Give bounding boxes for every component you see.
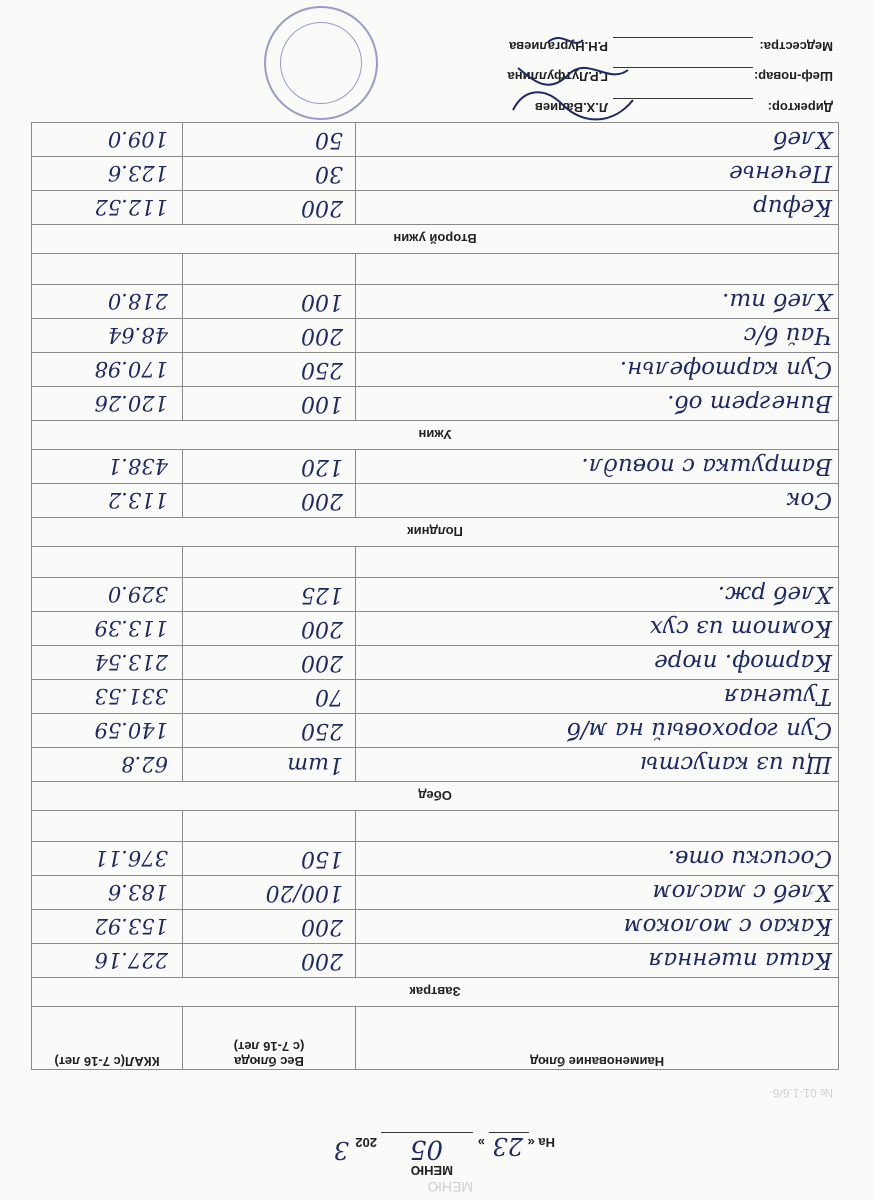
menu-table (31, 122, 839, 1070)
menu-item-row (32, 714, 839, 748)
dish-kcal: 331.53 (32, 680, 183, 714)
bleed-through-text: № 01-1.6/6· (768, 1086, 833, 1100)
dish-weight: 250 (183, 714, 356, 748)
menu-item-row (32, 944, 839, 978)
chef-label: Шеф-повар: (753, 69, 833, 84)
blank-row (32, 811, 839, 842)
date-day: 23 (492, 1132, 523, 1160)
dish-weight: 30 (183, 157, 356, 191)
dish-weight: 200 (183, 319, 356, 353)
dish-kcal: 213.54 (32, 646, 183, 680)
blank-cell (356, 254, 839, 285)
dish-kcal: 113.2 (32, 484, 183, 518)
blank-cell (356, 547, 839, 578)
dish-kcal: 123.6 (32, 157, 183, 191)
dish-weight: 200 (183, 910, 356, 944)
section-header-row (32, 225, 839, 254)
dish-weight: 200 (183, 612, 356, 646)
menu-item-row (32, 680, 839, 714)
dish-name: Хлеб с маслом (356, 876, 839, 910)
menu-item-row (32, 319, 839, 353)
menu-item-row (32, 387, 839, 421)
menu-item-row (32, 484, 839, 518)
dish-kcal: 153.92 (32, 910, 183, 944)
dish-weight: 70 (183, 680, 356, 714)
dish-name: Хлеб (356, 123, 839, 157)
blank-cell (32, 547, 183, 578)
dish-name: Кефир (356, 191, 839, 225)
blank-row (32, 254, 839, 285)
menu-item-row (32, 191, 839, 225)
table-header-row (32, 1007, 839, 1070)
menu-item-row (32, 578, 839, 612)
blank-cell (183, 547, 356, 578)
col-weight-header: Вес блюда (с 7-16 лет) (183, 1007, 356, 1070)
blank-cell (183, 254, 356, 285)
menu-item-row (32, 123, 839, 157)
dish-name: Какао с молоком (356, 910, 839, 944)
dish-kcal: 62.8 (32, 748, 183, 782)
col-kcal-header: ККАЛ(с 7-16 лет) (32, 1007, 183, 1070)
date-month: 05 (409, 1134, 443, 1164)
dish-weight: 100 (183, 387, 356, 421)
blank-cell (356, 811, 839, 842)
dish-name: Щи из капусты (356, 748, 839, 782)
dish-kcal: 120.26 (32, 387, 183, 421)
director-label: Директор: (767, 100, 833, 115)
blank-cell (32, 811, 183, 842)
dish-weight: 50 (183, 123, 356, 157)
dish-weight: 100/20 (183, 876, 356, 910)
date-year-suffix: 3 (333, 1136, 349, 1164)
section-title: Обед (32, 782, 839, 811)
dish-weight: 200 (183, 191, 356, 225)
menu-item-row (32, 876, 839, 910)
menu-item-row (32, 842, 839, 876)
bleed-through-text: МЕНЮ (427, 1179, 473, 1195)
dish-kcal: 183.6 (32, 876, 183, 910)
dish-kcal: 109.0 (32, 123, 183, 157)
dish-weight: 1шт (183, 748, 356, 782)
dish-kcal: 227.16 (32, 944, 183, 978)
nurse-label: Медсестра: (759, 39, 833, 54)
menu-item-row (32, 157, 839, 191)
section-title: Второй ужин (32, 225, 839, 254)
dish-name: Каша пшенная (356, 944, 839, 978)
dish-weight: 125 (183, 578, 356, 612)
blank-cell (183, 811, 356, 842)
dish-kcal: 113.39 (32, 612, 183, 646)
dish-kcal: 112.52 (32, 191, 183, 225)
dish-name: Суп гороховый на м/б (356, 714, 839, 748)
dish-name: Суп картофельн. (356, 353, 839, 387)
section-header-row (32, 782, 839, 811)
menu-item-row (32, 646, 839, 680)
dish-name: Тушеная (356, 680, 839, 714)
dish-name: Сок (356, 484, 839, 518)
dish-weight: 200 (183, 944, 356, 978)
dish-weight: 100 (183, 285, 356, 319)
dish-name: Хлеб пш. (356, 285, 839, 319)
date-mid: » (477, 1135, 485, 1150)
dish-weight: 150 (183, 842, 356, 876)
director-name: Л.Х.Валиев (534, 100, 608, 115)
dish-name: Ватрушка с повидл. (356, 450, 839, 484)
dish-kcal: 218.0 (32, 285, 183, 319)
blank-row (32, 547, 839, 578)
dish-kcal: 48.64 (32, 319, 183, 353)
page-title: МЕНЮ (410, 1163, 453, 1178)
month-line (381, 1132, 473, 1133)
menu-item-row (32, 612, 839, 646)
dish-weight: 250 (183, 353, 356, 387)
date-year: 202 (355, 1135, 377, 1150)
dish-weight: 200 (183, 484, 356, 518)
menu-item-row (32, 910, 839, 944)
dish-name: Хлеб рж. (356, 578, 839, 612)
section-header-row (32, 518, 839, 547)
section-title: Ужин (32, 421, 839, 450)
dish-weight: 120 (183, 450, 356, 484)
nurse-name: Р.Н.Нургалиева (509, 39, 608, 54)
dish-name: Компот из сух (356, 612, 839, 646)
dish-name: Винегрет об. (356, 387, 839, 421)
menu-item-row (32, 450, 839, 484)
dish-kcal: 140.59 (32, 714, 183, 748)
dish-kcal: 170.98 (32, 353, 183, 387)
dish-weight: 200 (183, 646, 356, 680)
section-header-row (32, 421, 839, 450)
dish-name: Чай б/с (356, 319, 839, 353)
date-prefix: На « (527, 1135, 555, 1150)
handwritten-signatures (503, 20, 643, 130)
section-header-row (32, 978, 839, 1007)
dish-kcal: 329.0 (32, 578, 183, 612)
dish-kcal: 438.1 (32, 450, 183, 484)
menu-item-row (32, 285, 839, 319)
dish-name: Сосиски отв. (356, 842, 839, 876)
col-name-header: Наименование блюд (356, 1007, 839, 1070)
blank-cell (32, 254, 183, 285)
dish-kcal: 376.11 (32, 842, 183, 876)
section-title: Завтрак (32, 978, 839, 1007)
section-title: Полдник (32, 518, 839, 547)
dish-name: Печенье (356, 157, 839, 191)
menu-item-row (32, 748, 839, 782)
chef-name: Г.Р.Лутфуллина (507, 69, 608, 84)
official-stamp (264, 6, 378, 120)
dish-name: Картоф. пюре (356, 646, 839, 680)
menu-item-row (32, 353, 839, 387)
